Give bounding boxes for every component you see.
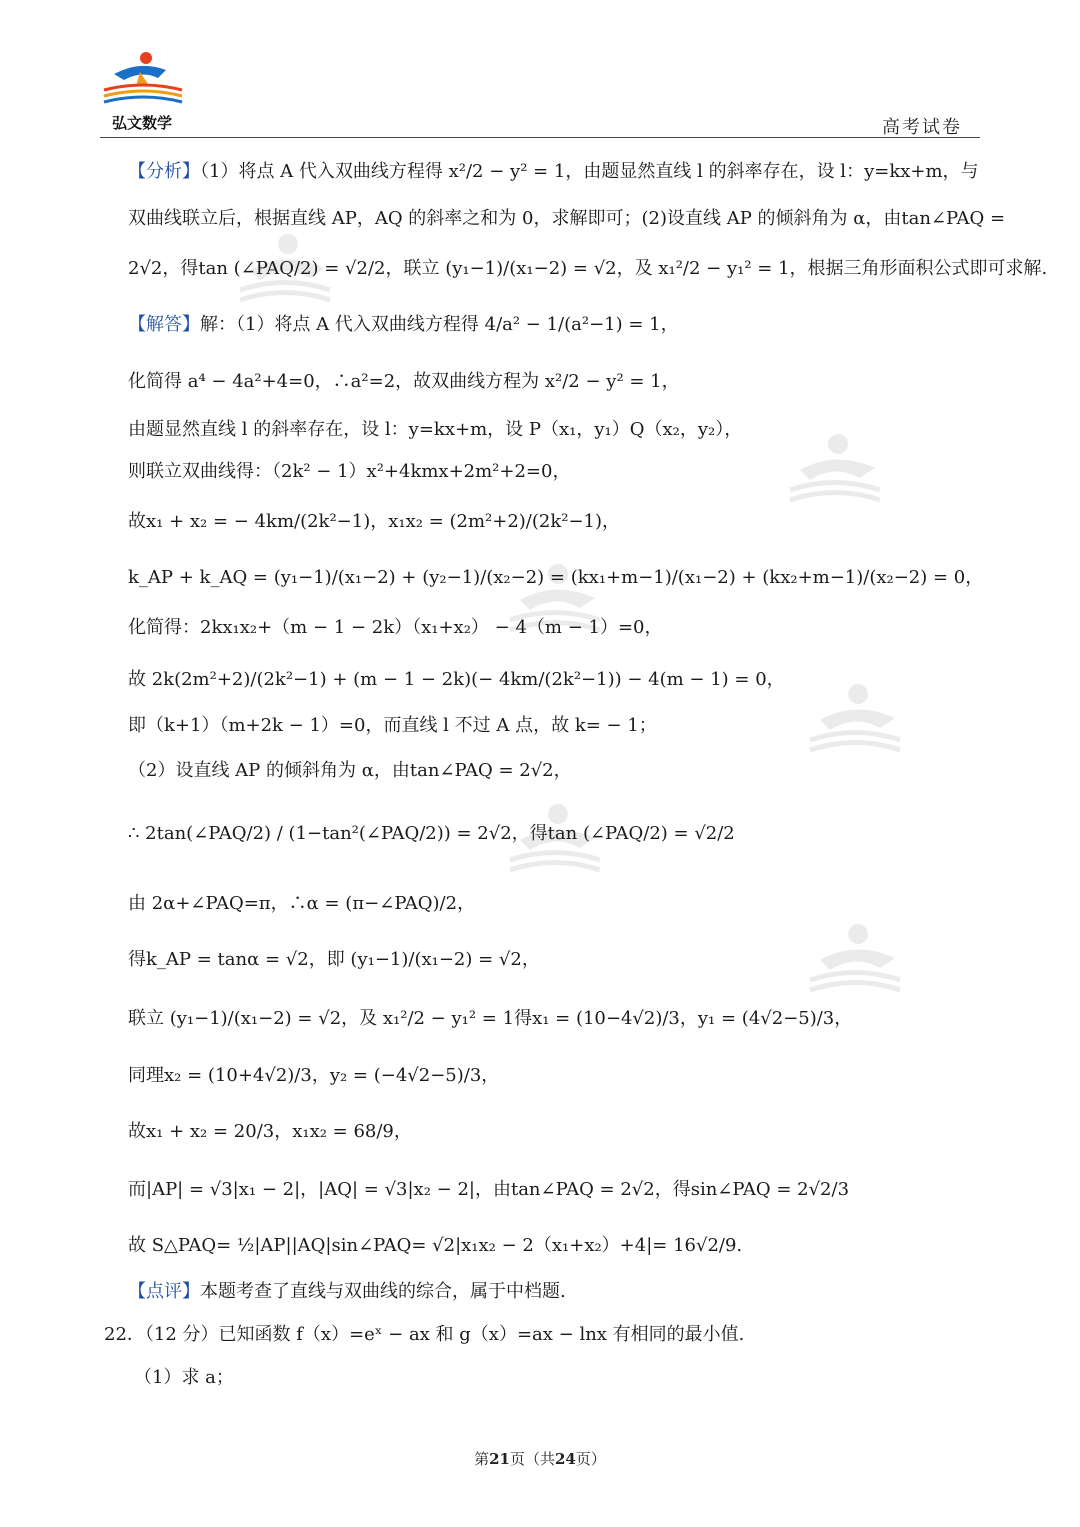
header-divider: [100, 137, 980, 138]
solution-line-10: （2）设直线 AP 的倾斜角为 α，由tan∠PAQ = 2√2，: [128, 760, 572, 781]
solution-line-15: 同理x₂ = (10+4√2)/3，y₂ = (−4√2−5)/3，: [128, 1065, 500, 1086]
solution-line-11: ∴ 2tan(∠PAQ/2) / (1−tan²(∠PAQ/2)) = 2√2，得tan (∠PAQ/2) = √2/2: [128, 823, 735, 844]
solution-line-13: 得k_AP = tanα = √2，即 (y₁−1)/(x₁−2) = √2，: [128, 949, 540, 970]
analysis-line-3: 2√2，得tan (∠PAQ/2) = √2/2，联立 (y₁−1)/(x₁−2) = √2，及 x₁²/2 − y₁² = 1，根据三角形面积公式即可求解.: [128, 258, 1048, 279]
solution-line-17: 而|AP| = √3|x₁ − 2|，|AQ| = √3|x₂ − 2|，由tan∠PAQ = 2√2，得sin∠PAQ = 2√2/3: [128, 1179, 850, 1200]
solution-line-14: 联立 (y₁−1)/(x₁−2) = √2，及 x₁²/2 − y₁² = 1得x₁ = (10−4√2)/3，y₁ = (4√2−5)/3，: [128, 1008, 853, 1029]
brand-name: 弘文数学: [112, 115, 173, 132]
watermark-logo: [780, 430, 890, 510]
solution-line-9: 即（k+1）（m+2k − 1）=0，而直线 l 不过 A 点，故 k= − 1；: [128, 715, 657, 736]
comment-line: [128, 1280, 566, 1304]
watermark-logo: [800, 920, 910, 1000]
solution-line-5: 故x₁ + x₂ = − 4km/(2k²−1)，x₁x₂ = (2m²+2)/(2k²−1)，: [128, 511, 621, 532]
solution-line-6: k_AP + k_AQ = (y₁−1)/(x₁−2) + (y₂−1)/(x₂−2) = (kx₁+m−1)/(x₁−2) + (kx₂+m−1)/(x₂−2) = 0，: [128, 567, 984, 588]
current-page: 21: [489, 1450, 510, 1468]
solution-line-2: 化简得 a⁴ − 4a²+4=0，∴a²=2，故双曲线方程为 x²/2 − y² = 1，: [128, 371, 680, 392]
solution-line-1: [128, 313, 679, 337]
brand-logo-icon: [100, 50, 186, 106]
analysis-tag: 【分析】: [128, 161, 200, 182]
watermark-logo: [800, 680, 910, 760]
solution-tag: 【解答】: [128, 314, 200, 335]
page-number: 第21页（共24页）: [474, 1450, 606, 1468]
solution-line-8: 故 2k(2m²+2)/(2k²−1) + (m − 1 − 2k)(− 4km/(2k²−1)) − 4(m − 1) = 0，: [128, 669, 785, 690]
solution-text-1: 解：（1）将点 A 代入双曲线方程得 4/a² − 1/(a²−1) = 1，: [200, 314, 679, 335]
solution-line-16: 故x₁ + x₂ = 20/3，x₁x₂ = 68/9，: [128, 1121, 412, 1142]
question-22-part-1: （1）求 a；: [134, 1367, 234, 1388]
analysis-line-1: [128, 160, 979, 184]
solution-line-4: 则联立双曲线得：（2k² − 1）x²+4kmx+2m²+2=0，: [128, 461, 571, 482]
analysis-line-2: 双曲线联立后，根据直线 AP，AQ 的斜率之和为 0，求解即可；(2)设直线 AP 的倾斜角为 α，由tan∠PAQ =: [128, 208, 1006, 229]
question-22-stem: 22．（12 分）已知函数 f（x）=eˣ − ax 和 g（x）=ax − lnx 有相同的最小值.: [104, 1324, 745, 1345]
analysis-text-1: （1）将点 A 代入双曲线方程得 x²/2 − y² = 1，由题显然直线 l 的斜率存在，设 l：y=kx+m，与: [200, 161, 979, 182]
total-pages: 24: [555, 1450, 576, 1468]
solution-line-3: 由题显然直线 l 的斜率存在，设 l：y=kx+m，设 P（x₁，y₁）Q（x₂，y₂），: [128, 419, 743, 440]
solution-line-18: 故 S△PAQ= ½|AP||AQ|sin∠PAQ= √2|x₁x₂ − 2（x₁+x₂）+4|= 16√2/9.: [128, 1235, 743, 1256]
solution-line-12: 由 2α+∠PAQ=π，∴α = (π−∠PAQ)/2，: [128, 893, 476, 914]
solution-line-7: 化简得：2kx₁x₂+（m − 1 − 2k）（x₁+x₂） − 4（m − 1）=0，: [128, 617, 663, 638]
document-type: 高考试卷: [882, 117, 962, 138]
comment-tag: 【点评】: [128, 1281, 200, 1302]
comment-text: 本题考查了直线与双曲线的综合，属于中档题.: [200, 1281, 566, 1302]
